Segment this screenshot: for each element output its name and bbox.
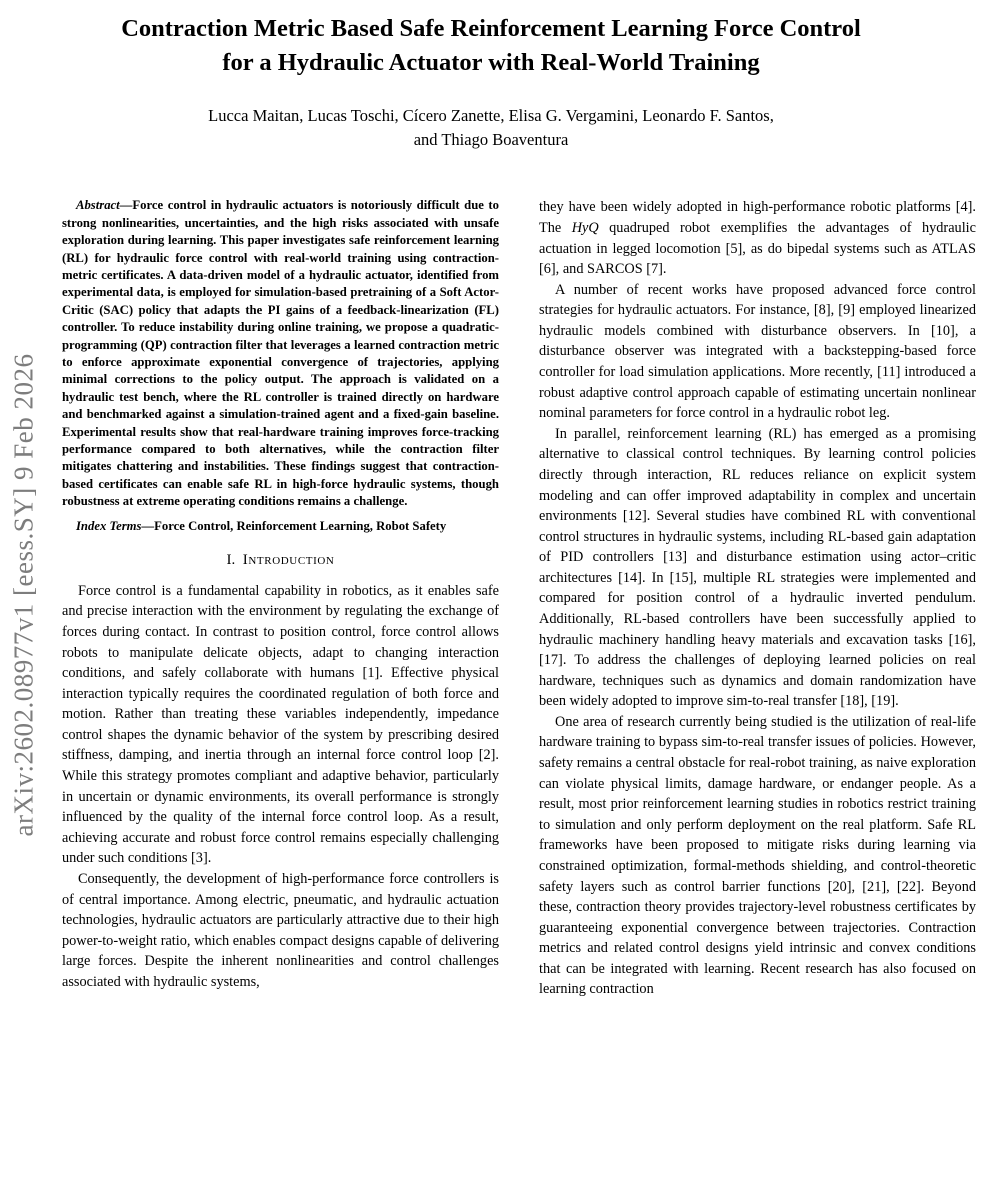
section-number: I. xyxy=(226,551,236,568)
arxiv-watermark: arXiv:2602.08977v1 [eess.SY] 9 Feb 2026 xyxy=(8,353,39,837)
paragraph-text: they have been widely adopted in high-performance robotic platforms [4]. The xyxy=(539,199,976,237)
robot-name-italic: HyQ xyxy=(571,220,599,237)
two-column-body xyxy=(0,197,982,1000)
index-terms xyxy=(62,518,499,535)
section-title: Introduction xyxy=(242,551,335,568)
right-column xyxy=(539,197,976,1000)
authors-line-2: and Thiago Boaventura xyxy=(413,129,569,149)
index-terms-label: Index Terms— xyxy=(76,519,155,534)
abstract xyxy=(62,197,499,510)
paragraph: Consequently, the development of high-performance force controllers is of central importance. Among electric, pneumatic, and hydraulic actuation technologies, hydraulic actuators are particularly attractive due to their high power-to-weight ratio, which enables compact designs capable of delivering large forces. Despite the inherent nonlinearities and control challenges associated with hydraulic systems, xyxy=(62,870,499,990)
paragraph: Force control is a fundamental capability in robotics, as it enables safe and precise interaction with the environment by regulating the exchange of forces during contact. In contrast to position control, force control allows robots to manipulate delicate objects, adapt to changing interaction conditions, and safely collaborate with humans [1]. Effective physical interaction typically requires the coordinated regulation of both force and motion. Rather than treating these variables independently, impedance control shapes the dynamic behavior of the system by prescribing desired stiffness, damping, and inertia through an internal force control loop [2]. While this strategy promotes compliant and adaptive behavior, particularly in uncertain or dynamic environments, its overall performance is strongly influenced by the quality of the internal force control loop. As a result, achieving accurate and robust force control remains especially challenging under such conditions [3]. xyxy=(62,582,499,867)
abstract-label: Abstract— xyxy=(76,198,133,213)
title-line-2: for a Hydraulic Actuator with Real-World Training xyxy=(222,48,760,76)
paragraph: In parallel, reinforcement learning (RL) has emerged as a promising alternative to classical control techniques. By learning control policies directly through interaction, RL reduces reliance on explicit system modeling and can offer improved adaptability in complex and uncertain environments [12]. Several studies have combined RL with conventional control structures in hydraulic systems, including RL-based gain adaptation of PID controllers [13] and disturbance estimation using actor–critic architectures [14]. In [15], multiple RL strategies were implemented and compared for position control of a hydraulic inverted pendulum. Additionally, RL-based controllers have been successfully applied to hydraulic machinery handling heavy materials and excavation tasks [16], [17]. To address the challenges of deploying learned policies on real hardware, techniques such as dynamics and domain randomization have been widely adopted to improve sim-to-real transfer [18], [19]. xyxy=(539,425,976,710)
section-heading-introduction xyxy=(62,552,499,569)
left-column xyxy=(62,197,499,1000)
paragraph: A number of recent works have proposed advanced force control strategies for hydraulic actuators. For instance, [8], [9] employed linearized hydraulic models combined with disturbance observers. In [10], a disturbance observer was integrated with a backstepping-based force controller for load simulation applications. More recently, [11] introduced a robust adaptive control approach capable of estimating uncertain nonlinear nominal parameters for force control in a hydraulic robot leg. xyxy=(539,281,976,422)
page-title xyxy=(0,0,982,80)
authors-line-1: Lucca Maitan, Lucas Toschi, Cícero Zanette, Elisa G. Vergamini, Leonardo F. Santos, xyxy=(208,105,774,125)
abstract-text: Force control in hydraulic actuators is notoriously difficult due to strong nonlinearities, uncertainties, and the high risks associated with unsafe exploration during learning. This paper investigates safe reinforcement learning (RL) for hydraulic force control with real-world training using contraction-metric certificates. A data-driven model of a hydraulic actuator, identified from experimental data, is employed for simulation-based pretraining of a Soft Actor-Critic (SAC) policy that adapts the PI gains of a feedback-linearization (FL) controller. To reduce instability during online training, we propose a quadratic-programming (QP) contraction filter that leverages a learned contraction metric to enforce approximate exponential convergence of trajectories, applying minimal corrections to the policy output. The approach is validated on a hydraulic test bench, where the RL controller is trained directly on hardware and benchmarked against a simulation-trained agent and a fixed-gain baseline. Experimental results show that real-hardware training improves force-tracking performance compared to both alternatives, while the contraction filter mitigates chattering and instabilities. These findings suggest that contraction-based certificates can enable safe RL in high-force hydraulic systems, though robustness at extreme operating conditions remains a challenge. xyxy=(62,198,499,509)
index-terms-text: Force Control, Reinforcement Learning, Robot Safety xyxy=(154,519,447,534)
paragraph-text: quadruped robot exemplifies the advantages of hydraulic actuation in legged locomotion [5], as do bipedal systems such as ATLAS [6], and SARCOS [7]. xyxy=(539,220,976,278)
authors xyxy=(0,104,982,152)
title-line-1: Contraction Metric Based Safe Reinforcement Learning Force Control xyxy=(121,15,861,42)
paragraph: One area of research currently being studied is the utilization of real-life hardware training to bypass sim-to-real transfer issues of policies. However, safety remains a central obstacle for real-robot training, as naive exploration can violate physical limits, damage hardware, or endanger people. As a result, most prior reinforcement learning studies in robotics restrict training to simulation and only perform deployment on the real platform. Safe RL frameworks have been proposed to mitigate risks during learning via constrained optimization, formal-methods shielding, and control-theoretic safety layers such as control barrier functions [20], [21], [22]. Beyond these, contraction theory provides trajectory-level robustness certificates by guaranteeing exponential convergence between trajectories. Contraction metrics and related control designs yield intrinsic and convex conditions that can be integrated with learning. Recent research has also focused on learning contraction xyxy=(539,713,976,998)
paragraph xyxy=(539,197,976,279)
